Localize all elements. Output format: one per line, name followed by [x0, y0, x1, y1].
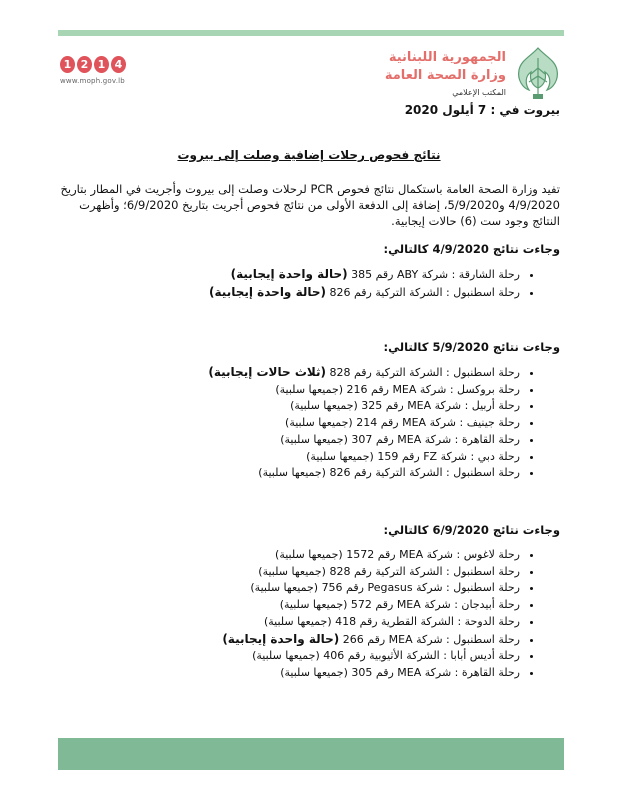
cedar-emblem-icon [511, 44, 566, 102]
date-line: بيروت في : 7 أيلول 2020 [404, 103, 560, 117]
negative-result: (جميعها سلبية) [275, 382, 344, 396]
flight-list [60, 364, 560, 482]
flight-text: رحلة أربيل : شركة MEA رقم 325 [361, 399, 520, 413]
flight-item [60, 564, 520, 581]
section-heading: وجاءت نتائج 4/9/2020 كالتالي: [383, 242, 560, 256]
positive-result: (حالة واحدة إيجابية) [209, 284, 326, 299]
negative-result: (جميعها سلبية) [306, 449, 374, 463]
page-title: نتائج فحوص رحلات إضافية وصلت إلى بيروت [177, 148, 441, 162]
office-name: المكتب الإعلامي [452, 88, 506, 97]
hotline-digit: 2 [77, 56, 92, 73]
flight-item [60, 415, 520, 432]
hotline-digit: 1 [94, 56, 109, 73]
negative-result: (جميعها سلبية) [285, 416, 353, 430]
negative-result: (جميعها سلبية) [280, 432, 348, 446]
negative-result: (جميعها سلبية) [263, 614, 332, 628]
flight-item [60, 465, 520, 482]
negative-result: (جميعها سلبية) [279, 598, 348, 612]
flight-text: رحلة اسطنبول : الشركة التركية رقم 826 [329, 285, 520, 299]
flight-item [60, 449, 520, 466]
flight-text: رحلة اسطنبول : الشركة التركية رقم 828 [329, 564, 520, 578]
flight-text: رحلة القاهرة : شركة MEA رقم 305 [351, 665, 520, 679]
flight-item [60, 665, 520, 682]
hotline-digit: 4 [111, 56, 126, 73]
negative-result: (جميعها سلبية) [252, 649, 320, 663]
flight-text: رحلة اسطنبول : شركة MEA رقم 266 [342, 632, 520, 646]
hotline-digits [60, 56, 126, 73]
hotline-logo [60, 56, 126, 85]
ministry-logo [326, 44, 566, 104]
flight-item [60, 382, 520, 399]
results-section [60, 523, 560, 682]
negative-result: (جميعها سلبية) [280, 665, 348, 679]
flight-text: رحلة أديس أبابا : الشركة الأثيوبية رقم 406 [323, 649, 520, 663]
results-section [60, 340, 560, 482]
flight-text: رحلة اسطنبول : الشركة التركية رقم 826 [329, 466, 520, 480]
section-heading: وجاءت نتائج 6/9/2020 كالتالي: [383, 523, 560, 537]
flight-list [60, 266, 560, 301]
negative-result: (جميعها سلبية) [258, 564, 326, 578]
flight-text: رحلة الدوحة : الشركة القطرية رقم 418 [335, 614, 520, 628]
flight-item [60, 432, 520, 449]
top-accent-bar [58, 30, 564, 36]
negative-result: (جميعها سلبية) [258, 466, 326, 480]
flight-text: رحلة اسطنبول : الشركة التركية رقم 828 [329, 366, 520, 379]
flight-item [60, 547, 520, 564]
negative-result: (جميعها سلبية) [290, 399, 358, 413]
positive-result: (حالة واحدة إيجابية) [222, 631, 340, 646]
results-section [60, 242, 560, 301]
flight-item [60, 364, 520, 382]
flight-text: رحلة الشارقة : شركة ABY رقم 385 [351, 268, 520, 281]
flight-item [60, 631, 520, 649]
flight-text: رحلة القاهرة : شركة MEA رقم 307 [351, 432, 520, 446]
flight-text: رحلة دبي : شركة FZ رقم 159 [377, 449, 520, 463]
flight-item [60, 398, 520, 415]
flight-text: رحلة أبيدجان : شركة MEA رقم 572 [350, 598, 520, 612]
negative-result: (جميعها سلبية) [250, 581, 319, 595]
hotline-digit: 1 [60, 56, 75, 73]
section-heading: وجاءت نتائج 5/9/2020 كالتالي: [383, 340, 560, 354]
flight-item [60, 648, 520, 665]
flight-text: رحلة جينيف : شركة MEA رقم 214 [356, 416, 520, 430]
flight-item [60, 597, 520, 614]
flight-item [60, 266, 520, 284]
flight-item [60, 284, 520, 302]
positive-result: (حالة واحدة إيجابية) [230, 267, 348, 281]
flight-item [60, 580, 520, 597]
flight-text: رحلة بروكسل : شركة MEA رقم 216 [346, 382, 520, 396]
ministry-name: وزارة الصحة العامة [384, 68, 506, 83]
bottom-accent-bar [58, 738, 564, 770]
flight-list [60, 547, 560, 682]
republic-name: الجمهورية اللبنانية [388, 50, 506, 65]
negative-result: (جميعها سلبية) [275, 548, 343, 561]
flight-text: رحلة لاغوس : شركة MEA رقم 1572 [346, 548, 520, 561]
website-text: www.moph.gov.lb [60, 77, 125, 85]
flight-item [60, 614, 520, 631]
intro-paragraph: تفيد وزارة الصحة العامة باستكمال نتائج فحوص PCR لرحلات وصلت إلى بيروت وأجريت في المطار بتاريخ 4/9/2020 و5/9/2020، إضافة إلى الدفعة الأولى من نتائج فحوص أجريت بتاريخ 6/9/2020؛ وأظهرت النتائج وجود ست (6) حالات إيجابية. [60, 182, 560, 228]
flight-text: رحلة اسطنبول : شركة Pegasus رقم 756 [321, 581, 520, 595]
positive-result: (ثلاث حالات إيجابية) [208, 365, 326, 379]
